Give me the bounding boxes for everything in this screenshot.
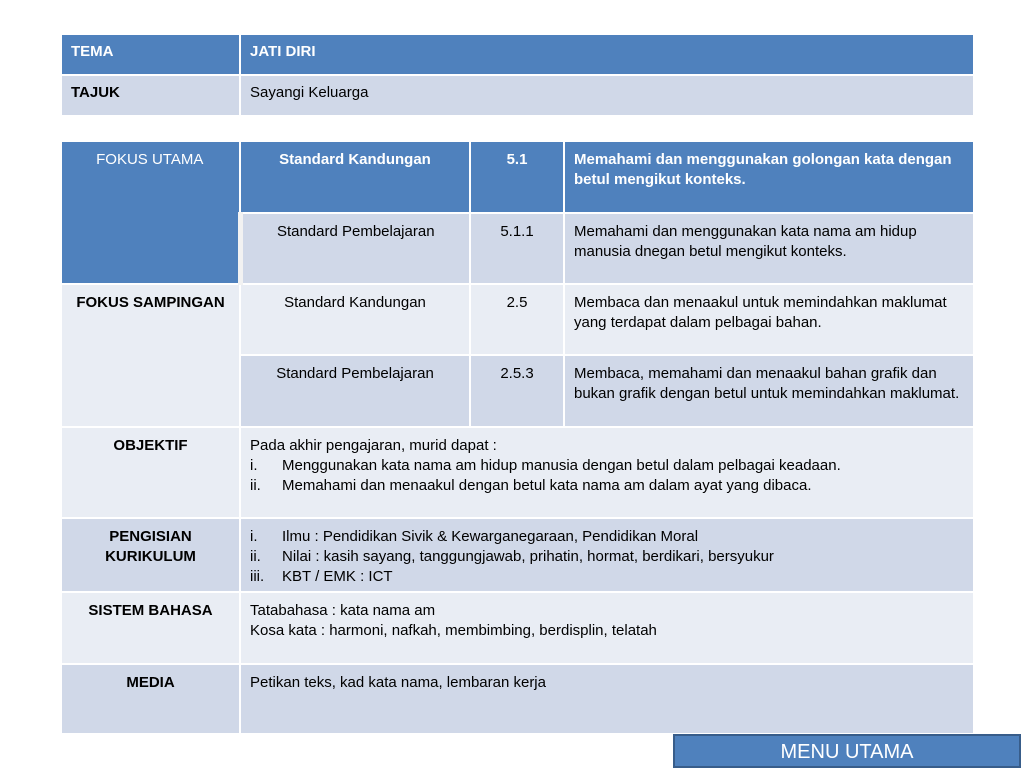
list-item: i. Menggunakan kata nama am hidup manusia dengan betul dalam pelbagai keadaan. [250,457,841,474]
sistem-bahasa-content [240,592,974,664]
menu-utama-button[interactable]: MENU UTAMA [673,734,1021,768]
media-content: Petikan teks, kad kata nama, lembaran kerja [240,664,974,734]
table-row [61,592,974,664]
table-row [61,284,974,355]
fokus-utama-sk-text: Memahami dan menggunakan golongan kata dengan betul mengikut konteks. [564,141,974,213]
list-item: iii. KBT / EMK : ICT [250,568,393,585]
sistem-bahasa-label: SISTEM BAHASA [61,592,240,664]
list-item: i. Ilmu : Pendidikan Sivik & Kewarganegaraan, Pendidikan Moral [250,528,699,545]
table-row [61,427,974,518]
fokus-sampingan-sk-code: 2.5 [470,284,564,355]
tema-label: TEMA [61,34,240,75]
pengisian-list [250,527,964,587]
sistem-bahasa-line1: Tatabahasa : kata nama am [250,602,436,619]
list-item: ii. Memahami dan menaakul dengan betul kata nama am dalam ayat yang dibaca. [250,477,812,494]
table-row [61,141,974,213]
fokus-utama-sp-code: 5.1.1 [470,213,564,284]
fokus-sampingan-sp-label: Standard Pembelajaran [240,355,470,427]
lesson-plan-table [60,140,975,735]
fokus-sampingan-sp-code: 2.5.3 [470,355,564,427]
fokus-utama-sk-code: 5.1 [470,141,564,213]
fokus-sampingan-sk-label: Standard Kandungan [240,284,470,355]
fokus-sampingan-sp-text: Membaca, memahami dan menaakul bahan grafik dan bukan grafik dengan betul untuk memindahkan maklumat. [564,355,974,427]
media-label: MEDIA [61,664,240,734]
objektif-content [240,427,974,518]
objektif-list [250,456,964,496]
fokus-utama-sk-label: Standard Kandungan [240,141,470,213]
fokus-utama-label: FOKUS UTAMA [61,141,240,284]
fokus-utama-sp-label: Standard Pembelajaran [240,213,470,284]
fokus-sampingan-sk-text: Membaca dan menaakul untuk memindahkan maklumat yang terdapat dalam pelbagai bahan. [564,284,974,355]
tema-tajuk-table [60,33,975,117]
tajuk-value: Sayangi Keluarga [240,75,974,116]
pengisian-kurikulum-label: PENGISIAN KURIKULUM [61,518,240,592]
fokus-sampingan-label: FOKUS SAMPINGAN [61,284,240,427]
tajuk-label: TAJUK [61,75,240,116]
table-row [61,664,974,734]
objektif-label: OBJEKTIF [61,427,240,518]
objektif-intro: Pada akhir pengajaran, murid dapat : [250,437,497,454]
tema-value: JATI DIRI [240,34,974,75]
sistem-bahasa-line2: Kosa kata : harmoni, nafkah, membimbing, berdisplin, telatah [250,622,657,639]
pengisian-kurikulum-content [240,518,974,592]
list-item: ii. Nilai : kasih sayang, tanggungjawab, prihatin, hormat, berdikari, bersyukur [250,548,774,565]
table-row [61,518,974,592]
fokus-utama-sp-text: Memahami dan menggunakan kata nama am hidup manusia dnegan betul mengikut konteks. [564,213,974,284]
